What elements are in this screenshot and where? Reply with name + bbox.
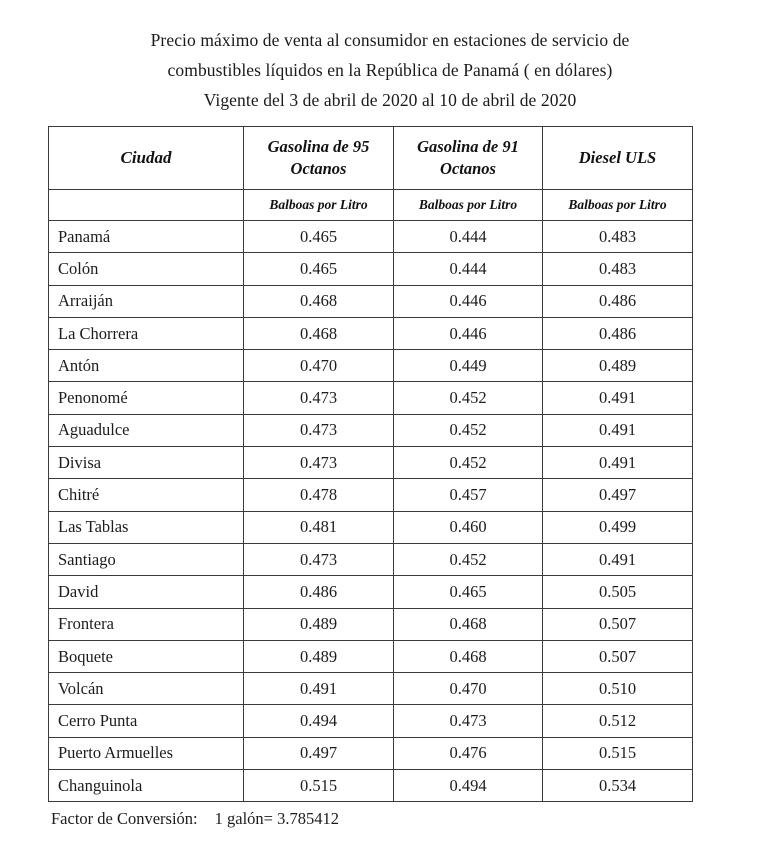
- table-row: [49, 737, 693, 769]
- cell-diesel-uls: 0.515: [543, 737, 693, 769]
- cell-gasolina-95: 0.473: [244, 543, 394, 575]
- cell-gasolina-91: 0.470: [394, 673, 543, 705]
- table-header: [49, 127, 693, 221]
- cell-gasolina-91: 0.476: [394, 737, 543, 769]
- cell-gasolina-91: 0.452: [394, 382, 543, 414]
- cell-city: Antón: [49, 350, 244, 382]
- table-row: [49, 543, 693, 575]
- cell-city: Puerto Armuelles: [49, 737, 244, 769]
- cell-gasolina-95: 0.478: [244, 479, 394, 511]
- cell-diesel-uls: 0.505: [543, 576, 693, 608]
- cell-gasolina-95: 0.473: [244, 414, 394, 446]
- cell-diesel-uls: 0.483: [543, 221, 693, 253]
- cell-city: Santiago: [49, 543, 244, 575]
- cell-gasolina-95: 0.486: [244, 576, 394, 608]
- cell-diesel-uls: 0.486: [543, 317, 693, 349]
- table-row: [49, 350, 693, 382]
- unit-cell-gasolina-91: Balboas por Litro: [394, 190, 543, 221]
- cell-gasolina-95: 0.470: [244, 350, 394, 382]
- cell-diesel-uls: 0.512: [543, 705, 693, 737]
- cell-gasolina-91: 0.494: [394, 770, 543, 802]
- table-row: [49, 640, 693, 672]
- table-header-row-main: [49, 127, 693, 190]
- table-row: [49, 673, 693, 705]
- cell-gasolina-95: 0.494: [244, 705, 394, 737]
- cell-gasolina-95: 0.481: [244, 511, 394, 543]
- conversion-factor-label: Factor de Conversión:: [51, 809, 198, 829]
- cell-gasolina-95: 0.489: [244, 640, 394, 672]
- cell-diesel-uls: 0.483: [543, 253, 693, 285]
- cell-gasolina-91: 0.452: [394, 543, 543, 575]
- title-line-2: combustibles líquidos en la República de Panamá ( en dólares): [167, 60, 613, 80]
- cell-diesel-uls: 0.507: [543, 640, 693, 672]
- cell-gasolina-95: 0.473: [244, 382, 394, 414]
- cell-gasolina-95: 0.515: [244, 770, 394, 802]
- table-row: [49, 479, 693, 511]
- column-header-gasolina-91-line1: Gasolina de 91: [417, 137, 519, 156]
- table-row: [49, 382, 693, 414]
- conversion-factor-value: 1 galón= 3.785412: [214, 809, 339, 829]
- cell-diesel-uls: 0.491: [543, 414, 693, 446]
- cell-city: Frontera: [49, 608, 244, 640]
- cell-gasolina-91: 0.457: [394, 479, 543, 511]
- cell-city: Arraiján: [49, 285, 244, 317]
- cell-diesel-uls: 0.507: [543, 608, 693, 640]
- cell-city: Las Tablas: [49, 511, 244, 543]
- table-header-row-units: [49, 190, 693, 221]
- cell-gasolina-91: 0.468: [394, 640, 543, 672]
- cell-city: Penonomé: [49, 382, 244, 414]
- cell-gasolina-95: 0.497: [244, 737, 394, 769]
- cell-gasolina-95: 0.468: [244, 317, 394, 349]
- column-header-diesel-uls: Diesel ULS: [543, 127, 693, 190]
- cell-gasolina-91: 0.465: [394, 576, 543, 608]
- price-table-wrapper: [0, 126, 780, 802]
- cell-gasolina-91: 0.473: [394, 705, 543, 737]
- cell-gasolina-91: 0.452: [394, 447, 543, 479]
- cell-gasolina-91: 0.468: [394, 608, 543, 640]
- table-row: [49, 253, 693, 285]
- cell-city: Chitré: [49, 479, 244, 511]
- cell-gasolina-95: 0.468: [244, 285, 394, 317]
- title-line-3-validity-period: Vigente del 3 de abril de 2020 al 10 de abril de 2020: [203, 90, 577, 110]
- cell-gasolina-91: 0.444: [394, 253, 543, 285]
- cell-gasolina-95: 0.489: [244, 608, 394, 640]
- table-row: [49, 285, 693, 317]
- cell-city: Changuinola: [49, 770, 244, 802]
- column-header-gasolina-95: [244, 127, 394, 190]
- cell-diesel-uls: 0.489: [543, 350, 693, 382]
- table-row: [49, 414, 693, 446]
- cell-city: Boquete: [49, 640, 244, 672]
- table-row: [49, 447, 693, 479]
- cell-city: Volcán: [49, 673, 244, 705]
- cell-gasolina-91: 0.446: [394, 317, 543, 349]
- cell-diesel-uls: 0.499: [543, 511, 693, 543]
- column-header-gasolina-95-line2: Octanos: [290, 159, 347, 178]
- cell-diesel-uls: 0.491: [543, 382, 693, 414]
- cell-diesel-uls: 0.491: [543, 543, 693, 575]
- column-header-gasolina-91: [394, 127, 543, 190]
- fuel-price-table: [48, 126, 693, 802]
- cell-gasolina-95: 0.491: [244, 673, 394, 705]
- cell-gasolina-95: 0.473: [244, 447, 394, 479]
- cell-gasolina-91: 0.444: [394, 221, 543, 253]
- table-row: [49, 576, 693, 608]
- cell-gasolina-95: 0.465: [244, 221, 394, 253]
- cell-city: La Chorrera: [49, 317, 244, 349]
- unit-cell-gasolina-95: Balboas por Litro: [244, 190, 394, 221]
- cell-gasolina-91: 0.452: [394, 414, 543, 446]
- column-header-gasolina-91-line2: Octanos: [440, 159, 496, 178]
- cell-diesel-uls: 0.510: [543, 673, 693, 705]
- table-row: [49, 770, 693, 802]
- cell-diesel-uls: 0.491: [543, 447, 693, 479]
- document-title-block: [0, 0, 780, 115]
- cell-gasolina-91: 0.460: [394, 511, 543, 543]
- table-body: [49, 221, 693, 802]
- column-header-gasolina-95-line1: Gasolina de 95: [267, 137, 370, 156]
- cell-gasolina-91: 0.449: [394, 350, 543, 382]
- unit-cell-ciudad-blank: [49, 190, 244, 221]
- unit-cell-diesel-uls: Balboas por Litro: [543, 190, 693, 221]
- cell-diesel-uls: 0.497: [543, 479, 693, 511]
- table-row: [49, 221, 693, 253]
- cell-city: Panamá: [49, 221, 244, 253]
- cell-city: Divisa: [49, 447, 244, 479]
- cell-diesel-uls: 0.486: [543, 285, 693, 317]
- table-row: [49, 317, 693, 349]
- cell-city: Cerro Punta: [49, 705, 244, 737]
- cell-gasolina-91: 0.446: [394, 285, 543, 317]
- cell-city: David: [49, 576, 244, 608]
- conversion-factor-note: [0, 802, 780, 829]
- table-row: [49, 705, 693, 737]
- cell-city: Aguadulce: [49, 414, 244, 446]
- table-row: [49, 608, 693, 640]
- title-line-1: Precio máximo de venta al consumidor en estaciones de servicio de: [150, 30, 630, 50]
- cell-gasolina-95: 0.465: [244, 253, 394, 285]
- cell-city: Colón: [49, 253, 244, 285]
- cell-diesel-uls: 0.534: [543, 770, 693, 802]
- column-header-ciudad: Ciudad: [49, 127, 244, 190]
- table-row: [49, 511, 693, 543]
